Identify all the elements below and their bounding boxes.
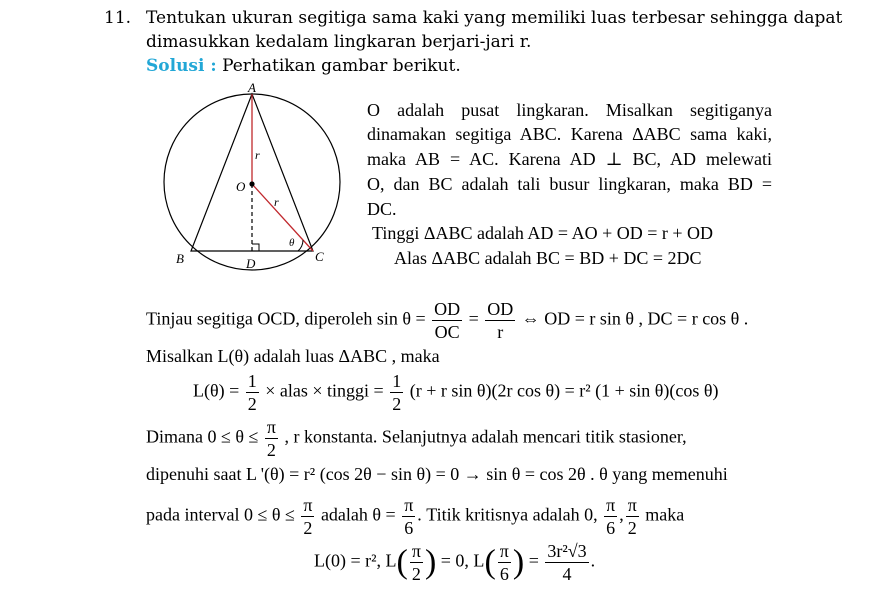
final-mid: = 0, L xyxy=(440,550,485,571)
tinjau-post: ⇔ OD = r sin θ , DC = r cos θ . xyxy=(521,308,749,329)
explanation-line-1: O adalah pusat lingkaran. Misalkan segitiganya xyxy=(367,100,772,120)
fraction-od-oc: $\frac{OD}{OC}$ xyxy=(434,299,461,342)
explanation-line-2: dinamakan segitiga ABC. Karena ΔABC sama kaki, xyxy=(367,124,772,144)
final-values-line: L(0) = r², L( $\frac{\pi}{2}$ ) = 0, L( $\frac{\pi}{6}$ ) = $\frac{\text{3r²√3}}{4}$ . xyxy=(314,541,596,584)
final-pre: L(0) = r², L xyxy=(314,550,397,571)
label-b: B xyxy=(176,251,184,266)
area-lhs: L(θ) = xyxy=(193,380,240,401)
interval-post: . Titik kritisnya adalah 0, xyxy=(417,504,598,525)
solution-label: Solusi : xyxy=(146,56,217,76)
fraction-pi-2: $\frac{\pi}{2}$ xyxy=(266,417,276,460)
final-period: . xyxy=(590,550,596,571)
tinjau-pre: Tinjau segitiga OCD, diperoleh sin θ = xyxy=(146,308,426,329)
equals-sign: = xyxy=(468,308,479,329)
fraction-pi-6: $\frac{\pi}{6}$ xyxy=(404,495,414,538)
explanation-line-5: DC. xyxy=(367,199,397,219)
interval-pre: pada interval 0 ≤ θ ≤ xyxy=(146,504,295,525)
radius-oc xyxy=(252,184,313,251)
area-mid: × alas × tinggi = xyxy=(265,380,384,401)
fraction-pi-2d: $\frac{\pi}{2}$ xyxy=(411,541,421,584)
maka-word: maka xyxy=(645,504,685,525)
dimana-pre: Dimana 0 ≤ θ ≤ xyxy=(146,426,259,447)
label-d: D xyxy=(246,256,256,271)
fraction-half-2: $\frac{1}{2}$ xyxy=(392,371,402,414)
area-function-line xyxy=(193,370,719,415)
tinggi-line: Tinggi ΔABC adalah AD = AO + OD = r + OD xyxy=(372,223,714,243)
right-angle-mark xyxy=(252,244,259,251)
fraction-od-r: $\frac{OD}{r}$ xyxy=(487,299,514,342)
theta-arc xyxy=(298,240,303,251)
label-r-slant: r xyxy=(274,195,279,209)
problem-number: 11. xyxy=(104,8,132,28)
area-rhs: (r + r sin θ)(2r cos θ) = r² (1 + sin θ)(cos θ) xyxy=(409,380,719,401)
alas-line: Alas ΔABC adalah BC = BD + DC = 2DC xyxy=(394,248,702,268)
solution-intro: Perhatikan gambar berikut. xyxy=(222,56,461,76)
fraction-pi-6c: $\frac{\pi}{6}$ xyxy=(499,541,509,584)
circle-triangle-figure xyxy=(155,76,355,271)
interval-line xyxy=(146,494,684,539)
final-equals: = xyxy=(528,550,539,571)
fraction-pi-2b: $\frac{\pi}{2}$ xyxy=(303,495,313,538)
fraction-max-area: $\frac{\text{3r²√3}}{4}$ xyxy=(547,541,587,584)
misalkan-line: Misalkan L(θ) adalah luas ΔABC , maka xyxy=(146,346,440,366)
label-theta: θ xyxy=(289,237,295,249)
explanation-line-4: O, dan BC adalah tali busur lingkaran, maka BD = xyxy=(367,174,772,194)
dipenuhi-line: dipenuhi saat L '(θ) = r² (cos 2θ − sin θ) = 0 → sin θ = cos 2θ . θ yang memenuhi xyxy=(146,464,728,484)
label-a: A xyxy=(248,80,256,95)
interval-mid: adalah θ = xyxy=(320,504,396,525)
label-o: O xyxy=(236,179,246,194)
fraction-half-1: $\frac{1}{2}$ xyxy=(247,371,257,414)
problem-line-2: dimasukkan kedalam lingkaran berjari-jari r. xyxy=(146,32,532,52)
problem-line-1: Tentukan ukuran segitiga sama kaki yang memiliki luas terbesar sehingga dapat xyxy=(146,8,843,28)
dimana-line xyxy=(146,416,687,461)
solution-heading xyxy=(146,54,461,78)
explanation-line-3: maka AB = AC. Karena AD ⊥ BC, AD melewati xyxy=(367,149,772,169)
dimana-post: , r konstanta. Selanjutnya adalah mencari titik stasioner, xyxy=(284,426,687,447)
tinjau-line xyxy=(146,298,748,343)
fraction-pi-6b: $\frac{\pi}{6}$ xyxy=(606,495,616,538)
comma: , xyxy=(619,504,624,525)
center-point xyxy=(249,181,254,186)
label-c: C xyxy=(315,249,324,264)
fraction-pi-2c: $\frac{\pi}{2}$ xyxy=(627,495,637,538)
label-r-vertical: r xyxy=(255,148,260,162)
